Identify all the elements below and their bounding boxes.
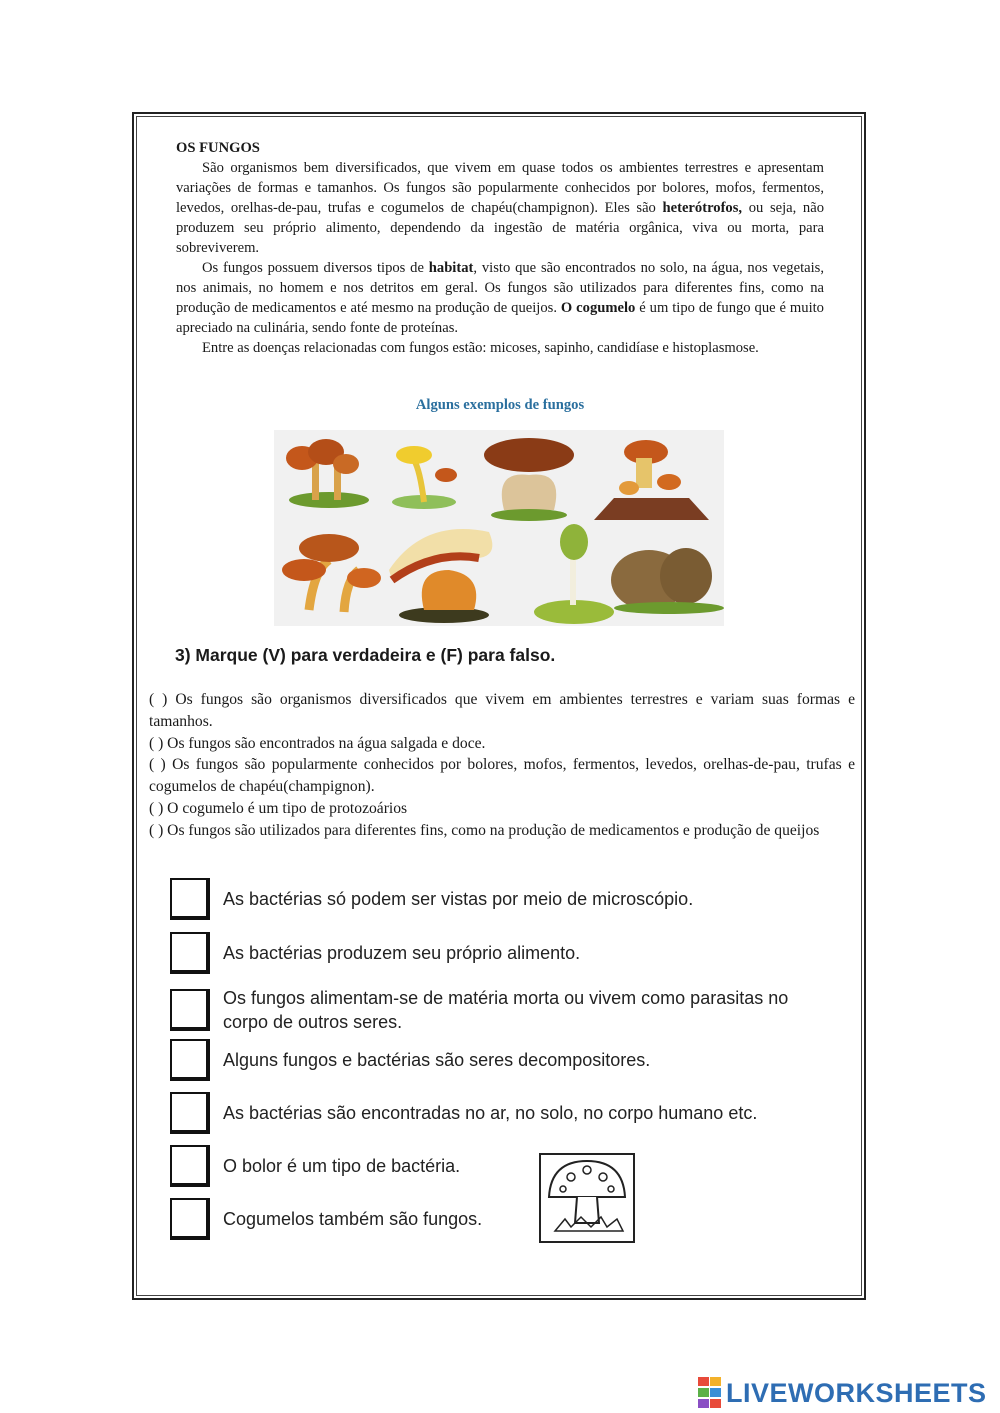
statement-1[interactable]: ( ) Os fungos são organismos diversificados que vivem em ambientes terrestres e variam suas formas e tamanhos.: [149, 691, 855, 730]
statement-2[interactable]: ( ) Os fungos são encontrados na água salgada e doce.: [149, 734, 486, 752]
mushroom-6: [389, 529, 492, 623]
check-item-label-4: Alguns fungos e bactérias são seres decompositores.: [223, 1050, 651, 1070]
brand-icon: [698, 1377, 722, 1409]
answer-box-7[interactable]: [170, 1198, 210, 1240]
statement-5[interactable]: ( ) Os fungos são utilizados para diferentes fins, como na produção de medicamentos e produção de queijos: [149, 821, 820, 839]
intro-paragraph-3: Entre as doenças relacionadas com fungos estão: micoses, sapinho, candidíase e histoplasmose.: [202, 340, 759, 356]
check-item-5: [170, 1092, 757, 1134]
check-item-label-3: Os fungos alimentam-se de matéria morta ou vivem como parasitas no corpo de outros seres.: [223, 988, 789, 1032]
mushroom-examples-image: [274, 430, 724, 626]
statement-4[interactable]: ( ) O cogumelo é um tipo de protozoários: [149, 799, 408, 817]
check-item-label-7: Cogumelos também são fungos.: [223, 1209, 483, 1229]
true-false-list: [149, 689, 855, 842]
page-title: OS FUNGOS: [176, 140, 260, 156]
intro-text: [176, 138, 824, 358]
examples-title: Alguns exemplos de fungos: [415, 397, 585, 413]
check-item-4: [170, 1039, 650, 1081]
mushroom-8: [611, 548, 724, 614]
mushroom-7: [534, 524, 614, 624]
answer-box-3[interactable]: [170, 989, 210, 1031]
intro-paragraph-1: São organismos bem diversificados, que vivem em quase todos os ambientes terrestres e apresentam variações de formas e tamanhos. Os fungos são popularmente conhecidos por bolores, mofos, fermentos, levedos, orelhas-de-pau, trufas e cogumelos de chapéu(champignon). Eles são heterótrofos, ou seja, não produzem seu próprio alimento, dependendo da ingestão de matéria orgânica, viva ou morta, para sobreviverem.: [176, 160, 824, 256]
statement-3[interactable]: ( ) Os fungos são popularmente conhecidos por bolores, mofos, fermentos, levedos, orelhas-de-pau, trufas e cogumelos de chapéu(champignon).: [149, 756, 855, 796]
answer-box-4[interactable]: [170, 1039, 210, 1081]
check-item-6: [170, 1145, 460, 1187]
liveworksheets-logo[interactable]: [698, 1377, 987, 1409]
brand-text: LIVEWORKSHEETS: [726, 1377, 987, 1408]
answer-box-6[interactable]: [170, 1145, 210, 1187]
answer-box-5[interactable]: [170, 1092, 210, 1134]
check-item-2: [170, 932, 580, 974]
question-title: 3) Marque (V) para verdadeira e (F) para falso.: [175, 645, 556, 665]
check-item-1: [170, 878, 693, 920]
check-item-3: [170, 986, 803, 1034]
check-item-label-1: As bactérias só podem ser vistas por meio de microscópio.: [223, 889, 694, 909]
answer-box-2[interactable]: [170, 932, 210, 974]
check-item-label-6: O bolor é um tipo de bactéria.: [223, 1156, 461, 1176]
mushroom-cluster-2: [392, 446, 457, 509]
mushroom-cluster-4: [594, 440, 709, 520]
mushroom-drawing: [539, 1153, 635, 1243]
mushroom-3: [484, 438, 574, 521]
mushroom-cluster-1: [286, 439, 369, 508]
intro-paragraph-2: Os fungos possuem diversos tipos de habitat, visto que são encontrados no solo, na água, nos vegetais, nos animais, no homem e nos detritos em geral. Os fungos são utilizados para diferentes fins, como na produção de medicamentos e até mesmo na produção de queijos. O cogumelo é um tipo de fungo que é muito apreciado na culinária, sendo fonte de proteínas.: [176, 260, 824, 336]
check-item-label-5: As bactérias são encontradas no ar, no solo, no corpo humano etc.: [223, 1103, 758, 1123]
check-item-label-2: As bactérias produzem seu próprio alimento.: [223, 943, 581, 963]
mushroom-cluster-5: [282, 534, 381, 612]
answer-box-1[interactable]: [170, 878, 210, 920]
check-item-7: [170, 1198, 482, 1240]
